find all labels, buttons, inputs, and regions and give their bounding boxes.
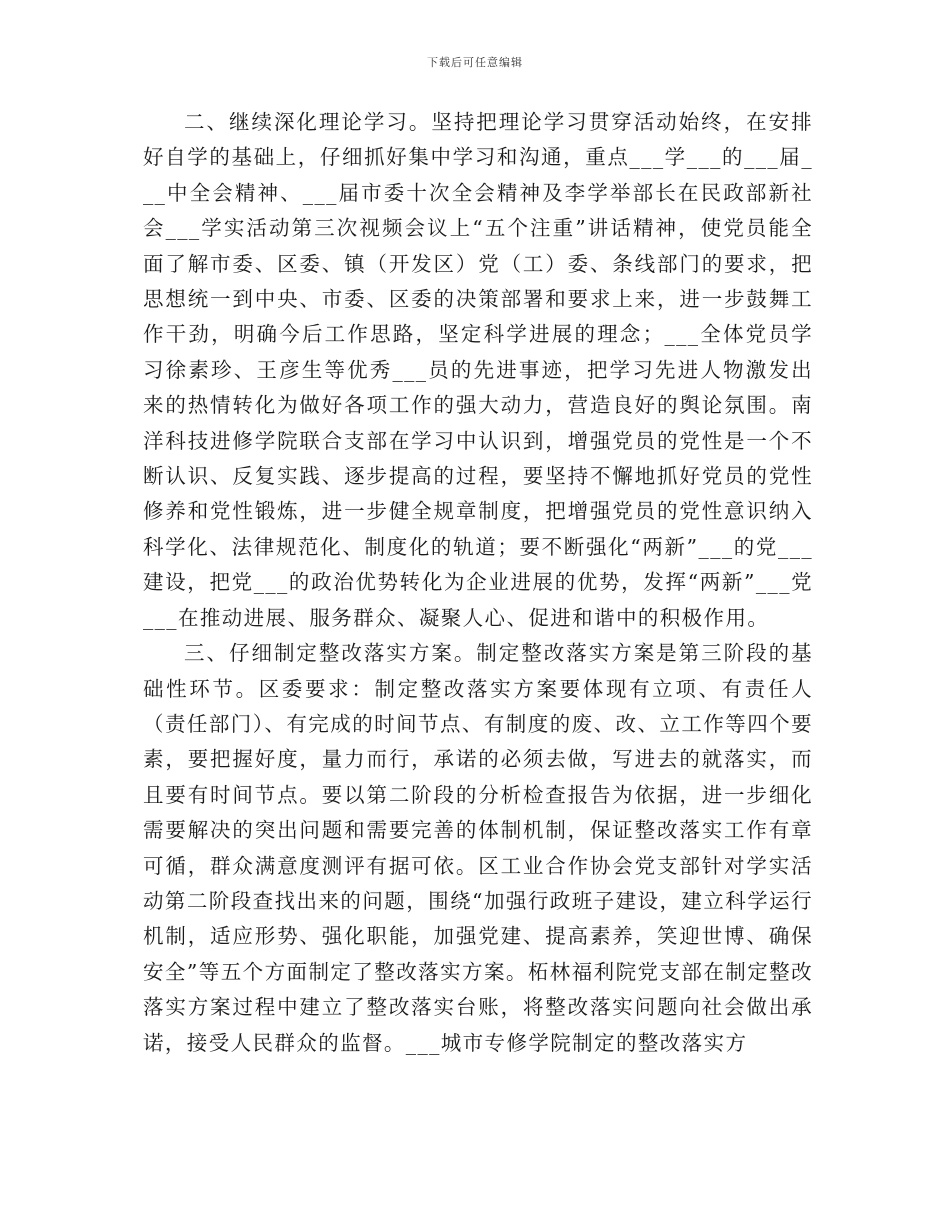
paragraph-2: 二、继续深化理论学习。坚持把理论学习贯穿活动始终，在安排好自学的基础上，仔细抓好集中学习和沟通，重点___学___的___届___中全会精神、___届市委十次全会精神及李学举部长在民政部新社会___学实活动第三次视频会议上“五个注重”讲话精神，使党员能全面了解市委、区委、镇（开发区）党（工）委、条线部门的要求，把思想统一到中央、市委、区委的决策部署和要求上来，进一步鼓舞工作干劲，明确今后工作思路，坚定科学进展的理念；___全体党员学习徐素珍、王彦生等优秀___员的先进事迹，把学习先进人物激发出来的热情转化为做好各项工作的强大动力，营造良好的舆论氛围。南洋科技进修学院联合支部在学习中认识到，增强党员的党性是一个不断认识、反复实践、逐步提高的过程，要坚持不懈地抓好党员的党性修养和党性锻炼，进一步健全规章制度，把增强党员的党性意识纳入科学化、法律规范化、制度化的轨道；要不断强化“两新”___的党___建设，把党___的政治优势转化为企业进展的优势，发挥“两新”___党___在推动进展、服务群众、凝聚人心、促进和谐中的积极作用。: [143, 110, 813, 630]
paragraph-3: 三、仔细制定整改落实方案。制定整改落实方案是第三阶段的基础性环节。区委要求：制定整改落实方案要体现有立项、有责任人（责任部门）、有完成的时间节点、有制度的废、改、立工作等四个要素，要把握好度，量力而行，承诺的必须去做，写进去的就落实，而且要有时间节点。要以第二阶段的分析检查报告为依据，进一步细化需要解决的突出问题和需要完善的体制机制，保证整改落实工作有章可循，群众满意度测评有据可依。区工业合作协会党支部针对学实活动第二阶段查找出来的问题，围绕“加强行政班子建设，建立科学运行机制，适应形势、强化职能，加强党建、提高素养，笑迎世博、确保安全”等五个方面制定了整改落实方案。柘林福利院党支部在制定整改落实方案过程中建立了整改落实台账，将整改落实问题向社会做出承诺，接受人民群众的监督。___城市专修学院制定的整改落实方: [143, 641, 813, 1055]
page-header: 下载后可任意编辑: [427, 56, 523, 69]
document-body: [143, 105, 813, 1061]
